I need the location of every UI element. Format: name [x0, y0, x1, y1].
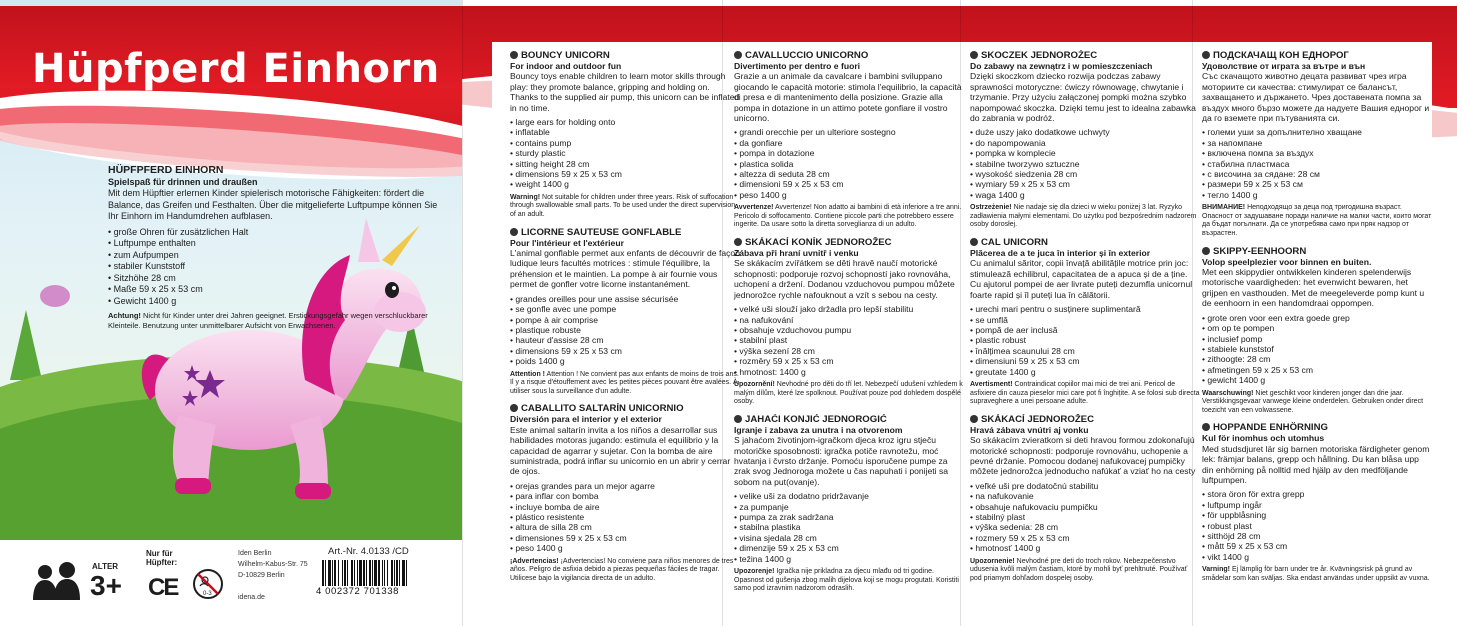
section-heading-text: BOUNCY UNICORN	[521, 50, 610, 61]
section-intro: Bouncy toys enable children to learn motor skills through play: they promote balance, gripping and holding on. Thanks to the supplied air pump, this unicorn can be inflated in no time.	[510, 71, 740, 113]
section-warning	[734, 204, 964, 230]
company-city: D-10829 Berlin	[238, 572, 285, 579]
flag-icon	[1202, 247, 1210, 255]
section-heading-text: JAHAĆI KONJIĆ JEDNOROGIĆ	[745, 413, 887, 425]
choke-age: 0-3	[203, 591, 212, 597]
flag-icon	[510, 228, 518, 236]
list-item: • dimensioni 59 x 25 x 53 cm	[734, 179, 964, 189]
list-item: • altezza di seduta 28 cm	[734, 169, 964, 179]
list-item: • с височина за сядане: 28 см	[1202, 169, 1432, 179]
list-item: • do napompowania	[970, 138, 1200, 148]
list-item: • se gonfle avec une pompe	[510, 304, 740, 314]
list-item: • na nafukovanie	[970, 491, 1200, 501]
barcode-bar	[322, 560, 324, 586]
flag-icon	[970, 238, 978, 246]
list-item: • pompa in dotazione	[734, 148, 964, 158]
list-item: • stabiele kunststof	[1202, 344, 1432, 354]
flag-icon	[734, 415, 742, 423]
list-item: • Gewicht 1400 g	[108, 296, 448, 308]
section-intro: So skákacím zvieratkom si deti hravou formou zdokonaľujú motorické schopnosti: podporuje rovnováhu, uchopenie a pevné držanie. Pomocou dodanej nafukovacej pumpičky môžete jednorožca jednoducho nafúkať a vziať ho na cesty	[970, 435, 1196, 477]
flag-icon	[970, 51, 978, 59]
front-subtitle: Spielspaß für drinnen und draußen	[108, 176, 258, 187]
list-item: • hmotnost: 1400 g	[734, 367, 964, 377]
list-item: • orejas grandes para un mejor agarre	[510, 481, 740, 491]
warning-text: Nevhodné pre deti do troch rokov. Nebezpečenstvo udusenia kvôli malým častiam, ktoré by mohli byť prehltnuté. Používať pod priamym dohľadom dospelej osoby.	[970, 557, 1188, 582]
list-item: • za pumpanje	[734, 502, 964, 512]
section-subtitle: Удоволствие от играта за вътре и вън	[1202, 61, 1366, 71]
section-heading	[734, 237, 964, 248]
section-intro: S jahaćom životinjom-igračkom djeca kroz igru stječu motoričke sposobnosti: igračka potiče ravnotežu, moć hvatanja i čvrsto držanje. Pomoću isporučene pumpe za zrak svog Jednoroga možete u čas napuhati i ponijeti sa sobom na put(ovanje).	[734, 435, 949, 487]
column-3	[970, 50, 1200, 590]
warning-label: Waarschuwing!	[1202, 389, 1254, 397]
section-intro: Със скачащото животно децата развиват чрез игра моториите си качества: стимулират се балансът, захващането и държането. Чрез доставената помпа за въздух много бързо можете да надуете Вашия еднорог и да го вземете при пътуванията си.	[1202, 71, 1430, 124]
column-4	[1202, 50, 1432, 590]
warning-label: Achtung!	[108, 311, 141, 320]
list-item: • incluye bomba de aire	[510, 502, 740, 512]
list-item: • för uppblåsning	[1202, 510, 1432, 520]
section-subtitle: Zábava při hraní uvnitř i venku	[734, 248, 859, 259]
list-item: • zum Aufpumpen	[108, 250, 448, 262]
age-value: 3+	[90, 570, 122, 601]
front-feature-list	[108, 227, 448, 308]
section-subtitle: Plăcerea de a te juca în interior și în exterior	[970, 248, 1151, 259]
section-heading	[970, 50, 1200, 61]
section-heading	[510, 403, 740, 414]
warning-label: Upozornění!	[734, 380, 775, 388]
list-item: • stabilný plast	[970, 512, 1200, 522]
list-item: • Maße 59 x 25 x 53 cm	[108, 284, 448, 296]
section-heading	[1202, 422, 1432, 433]
list-item: • stabiler Kunststoff	[108, 261, 448, 273]
barcode-bar	[399, 560, 400, 586]
rock-icon	[40, 285, 70, 307]
list-item: • включена помпа за въздух	[1202, 148, 1432, 158]
section-subtitle: Kul för inomhus och utomhus	[1202, 433, 1325, 444]
feature-list	[734, 304, 964, 377]
front-warning	[108, 311, 448, 330]
list-item: • peso 1400 g	[734, 190, 964, 200]
list-item: • sturdy plastic	[510, 148, 740, 158]
flag-icon	[1202, 423, 1210, 431]
section-bg	[1202, 50, 1432, 239]
list-item: • pumpa za zrak sadržana	[734, 512, 964, 522]
list-item: • grandi orecchie per un ulteriore sostegno	[734, 127, 964, 137]
warning-label: Attention !	[510, 370, 545, 378]
list-item: • visina sjedala 28 cm	[734, 533, 964, 543]
section-warning	[970, 381, 1200, 407]
list-item: • dimensions 59 x 25 x 53 cm	[510, 169, 740, 179]
barcode-bar	[406, 560, 407, 586]
warning-text: Nevhodné pro děti do tří let. Nebezpečí udušení vzhledem k malým dílům, které lze spolknout. Používat pouze pod dohledem dospělé osoby.	[734, 380, 963, 406]
list-item: • stabilne tworzywo sztuczne	[970, 159, 1200, 169]
section-warning	[510, 558, 740, 584]
section-heading-text: SKÁKACÍ KONÍK JEDNOROŽEC	[745, 237, 892, 249]
flag-icon	[1202, 51, 1210, 59]
list-item: • luftpump ingår	[1202, 500, 1432, 510]
list-item: • mått 59 x 25 x 53 cm	[1202, 541, 1432, 551]
list-item: • Sitzhöhe 28 cm	[108, 273, 448, 285]
column-1	[510, 50, 740, 590]
list-item: • velké uši slouží jako držadla pro lepší stabilitu	[734, 304, 964, 314]
column-2	[734, 50, 964, 601]
section-subtitle: Do zabawy na zewnątrz i w pomieszczeniach	[970, 61, 1153, 71]
choking-hazard-icon	[192, 568, 224, 600]
warning-text: Not suitable for children under three years. Risk of suffocation through swallowable small parts. To be used under the direct supervision of an adult.	[510, 193, 736, 219]
barcode-bar	[378, 560, 380, 586]
section-heading-text: CAVALLUCCIO UNICORNO	[745, 50, 869, 61]
section-heading-text: SKOCZEK JEDNOROŻEC	[981, 50, 1098, 61]
section-warning	[970, 204, 1200, 230]
section-fr	[510, 227, 740, 397]
list-item: • wysokość siedzenia 28 cm	[970, 169, 1200, 179]
fold-line	[462, 0, 463, 626]
section-subtitle: For indoor and outdoor fun	[510, 61, 622, 71]
feature-list	[1202, 313, 1432, 386]
section-heading	[970, 237, 1200, 248]
ce-mark-icon: CE	[148, 574, 178, 601]
warning-label: Ostrzeżenie!	[970, 204, 1012, 212]
warning-text: Attention ! Ne convient pas aux enfants de moins de trois ans. Il y a risque d'étouffement avec les petites pièces pouvant être avalées. À utiliser sous la surveillance d'un adulte.	[510, 370, 739, 395]
back-panel	[462, 0, 1457, 626]
list-item: • sitthöjd 28 cm	[1202, 531, 1432, 541]
company-street: Wilhelm-Kabus-Str. 75	[238, 561, 308, 568]
warning-text: Nie nadaje się dla dzieci w wieku poniżej 3 lat. Ryzyko zadławienia małymi elementami. Do użytku pod bezpośrednim nadzorem osoby dorosłej.	[970, 204, 1197, 229]
section-heading	[1202, 50, 1432, 61]
list-item: • urechi mari pentru o susținere suplimentară	[970, 304, 1200, 314]
barcode-bar	[369, 560, 371, 586]
section-subtitle: Hravá zábava vnútri aj vonku	[970, 424, 1089, 435]
for-jumpers-label: Nur für Hüpfter:	[146, 549, 178, 567]
product-title: Hüpfperd Einhorn	[32, 46, 440, 92]
barcode-bar	[374, 560, 377, 586]
list-item: • peso 1400 g	[510, 543, 740, 553]
section-warning	[970, 558, 1200, 584]
list-item: • plástico resistente	[510, 512, 740, 522]
flag-icon	[970, 415, 978, 423]
flag-icon	[510, 404, 518, 412]
list-item: • plastique robuste	[510, 325, 740, 335]
flag-icon	[734, 238, 742, 246]
list-item: • за напомпане	[1202, 138, 1432, 148]
list-item: • hauteur d'assise 28 cm	[510, 335, 740, 345]
article-number: Art.-Nr. 4.0133 /CD	[328, 546, 409, 557]
warning-label: Avvertenze!	[734, 204, 774, 212]
list-item: • dimensions 59 x 25 x 53 cm	[510, 346, 740, 356]
list-item: • hmotnosť 1400 g	[970, 543, 1200, 553]
warning-text: Niet geschikt voor kinderen jonger dan drie jaar. Verstikkingsgevaar vanwege kleine onderdelen. Gebruiken onder direct toezicht van een volwassene.	[1202, 389, 1424, 414]
list-item: • om op te pompen	[1202, 323, 1432, 333]
section-nl	[1202, 246, 1432, 416]
list-item: • poids 1400 g	[510, 356, 740, 366]
section-heading-text: ПОДСКАЧАЩ КОН ЕДНОРОГ	[1213, 50, 1349, 61]
list-item: • големи уши за допълнително хващане	[1202, 127, 1432, 137]
feature-list	[1202, 127, 1432, 200]
list-item: • große Ohren für zusätzlichen Halt	[108, 227, 448, 239]
section-heading	[734, 414, 964, 425]
list-item: • stabilní plast	[734, 335, 964, 345]
warning-label: Upozornenie!	[970, 557, 1015, 565]
barcode-bar	[332, 560, 333, 586]
section-subtitle: Diversión para el interior y el exterior	[510, 414, 662, 425]
warning-text: Ej lämplig för barn under tre år. Kvävningsrisk på grund av smådelar som kan sväljas. Ska endast användas under uppsikt av vuxna.	[1202, 566, 1430, 582]
company-address	[238, 548, 308, 603]
warning-text: Nicht für Kinder unter drei Jahren geeignet. Erstickungsgefahr wegen verschluckbarer Kleinteile. Benutzung unter unmittelbarer Aufsicht von Erwachsenen.	[108, 311, 428, 330]
list-item: • pompă de aer inclusă	[970, 325, 1200, 335]
list-item: • greutate 1400 g	[970, 367, 1200, 377]
list-item: • výška sezení 28 cm	[734, 346, 964, 356]
barcode-bar	[359, 560, 362, 586]
front-description	[108, 165, 448, 330]
ean-number: 4 002372 701338	[316, 586, 399, 597]
section-heading-text: SKIPPY-EENHOORN	[1213, 245, 1307, 257]
company-name: Iden Berlin	[238, 550, 272, 557]
list-item: • sitting height 28 cm	[510, 159, 740, 169]
barcode-icon	[320, 560, 444, 588]
section-intro: Med studsdjuret lär sig barnen motoriska färdigheter genom lek: främjar balans, grepp och hållning. Du kan blåsa upp din enhörning på nolltid med hjälp av den medföljande luftpumpen.	[1202, 443, 1430, 485]
section-heading-text: HOPPANDE ENHÖRNING	[1213, 422, 1328, 434]
barcode-bar	[357, 560, 358, 586]
section-intro: L'animal gonflable permet aux enfants de découvrir de façon ludique leurs facultés motrices : stimule l'équilibre, la préhension et le maintien. La pompe à air fournie vous permet de gonfler votre licorne instantanément.	[510, 248, 740, 290]
section-heading	[510, 50, 740, 61]
barcode-bar	[387, 560, 388, 586]
list-item: • înălțimea scaunului 28 cm	[970, 346, 1200, 356]
section-cz	[734, 237, 964, 407]
list-item: • para inflar con bomba	[510, 491, 740, 501]
list-item: • large ears for holding onto	[510, 117, 740, 127]
barcode-bar	[384, 560, 385, 586]
warning-text: ¡Advertencias! No conviene para niños menores de tres años. Peligro de asfixia debido a piezas pequeñas fáciles de tragar. Utilicese bajo la vigilancia directa de un adulto.	[510, 557, 734, 582]
section-heading	[1202, 246, 1432, 257]
section-warning	[510, 371, 740, 397]
list-item: • plastic robust	[970, 335, 1200, 345]
age-label: ALTER	[92, 562, 119, 571]
barcode-bar	[372, 560, 373, 586]
warning-label: Upozorenje!	[734, 568, 775, 575]
list-item: • weight 1400 g	[510, 179, 740, 189]
list-item: • zithoogte: 28 cm	[1202, 354, 1432, 364]
flag-icon	[734, 51, 742, 59]
section-warning	[1202, 204, 1432, 238]
section-warning	[734, 568, 964, 594]
list-item: • na nafukování	[734, 315, 964, 325]
list-item: • rozmery 59 x 25 x 53 cm	[970, 533, 1200, 543]
list-item: • inclusief pomp	[1202, 334, 1432, 344]
list-item: • výška sedenia: 28 cm	[970, 522, 1200, 532]
warning-text: Igračka nije prikladna za djecu mlađu od tri godine. Opasnost od gušenja zbog malih dijelova koji se mogu progutati. Koristiti samo pod izravnim nadzorom odraslih.	[734, 568, 959, 593]
list-item: • težina 1400 g	[734, 554, 964, 564]
feature-list	[510, 117, 740, 190]
section-sk	[970, 414, 1200, 584]
feature-list	[734, 491, 964, 564]
warning-text: Неподходящо за деца под тригодишна възраст. Опасност от задушаване поради наличие на малки части, които могат да бъдат погълнати. Да се употребява само при пряк надзор от възрастен.	[1202, 204, 1432, 238]
warning-label: Varning!	[1202, 566, 1231, 574]
warning-label: ВНИМАНИЕ!	[1202, 204, 1246, 212]
list-item: • afmetingen 59 x 25 x 53 cm	[1202, 365, 1432, 375]
barcode-bar	[342, 560, 343, 586]
list-item: • pompka w komplecie	[970, 148, 1200, 158]
feature-list	[734, 127, 964, 200]
list-item: • se umflă	[970, 315, 1200, 325]
section-heading-text: LICORNE SAUTEUSE GONFLABLE	[521, 226, 682, 238]
barcode-bar	[382, 560, 383, 586]
list-item: • veľké uši pre dodatočnú stabilitu	[970, 481, 1200, 491]
list-item: • waga 1400 g	[970, 190, 1200, 200]
section-subtitle: Igranje i zabava za unutra i na otvorenom	[734, 424, 903, 435]
section-warning	[510, 194, 740, 220]
barcode-bar	[351, 560, 353, 586]
children-icon	[30, 560, 82, 600]
section-intro: Este animal saltarín invita a los niños a desarrollar sus habilidades motoras jugando: estimula el equilibrio y la capacidad de agarrar y sujetar. Con la bomba de aire suministrada, podrá inflar su unicornio en un abrir y cerrar de ojos.	[510, 424, 731, 477]
feature-list	[510, 294, 740, 367]
feature-list	[510, 481, 740, 554]
section-intro: Cu animalul săritor, copii învață abilitățile motrice prin joc: stimulează echilibrul, capacitatea de a apuca și de a ține. Cu ajutorul pompei de aer livrate puteți dezumfla unicornul foarte rapid și îl puteți lua în călătorii.	[970, 258, 1193, 300]
list-item: • velike uši za dodatno pridržavanje	[734, 491, 964, 501]
section-warning	[1202, 390, 1432, 416]
section-es	[510, 403, 740, 583]
list-item: • grandes oreilles pour une assise sécurisée	[510, 294, 740, 304]
list-item: • тегло 1400 g	[1202, 190, 1432, 200]
section-en	[510, 50, 740, 220]
section-intro: Se skákacím zvířátkem se děti hravě naučí motorické schopnosti: podporuje rozvoj schopností jako rovnováha, uchopení a držení. Dodanou vzduchovou pumpou můžete jednorožce rychle nafouknout a vzít s sebou na cesty.	[734, 258, 955, 300]
barcode-bar	[334, 560, 336, 586]
list-item: • dimensiuni 59 x 25 x 53 cm	[970, 356, 1200, 366]
list-item: • размери 59 x 25 x 53 см	[1202, 179, 1432, 189]
list-item: • gewicht 1400 g	[1202, 375, 1432, 385]
section-heading	[970, 414, 1200, 425]
section-pl	[970, 50, 1200, 230]
list-item: • plastica solida	[734, 159, 964, 169]
section-heading	[734, 50, 964, 61]
section-warning	[734, 381, 964, 407]
barcode-bar	[394, 560, 395, 586]
warning-label: Avertisment!	[970, 380, 1013, 388]
section-heading	[510, 227, 740, 238]
section-subtitle: Volop speelplezier voor binnen en buiten.	[1202, 256, 1372, 267]
warning-text: Avvertenze! Non adatto ai bambini di età inferiore a tre anni. Pericolo di soffocamento. Contiene piccole parti che potrebbero essere ingerite. Da usare sotto la diretta sorveglianza di un adulto.	[734, 204, 962, 229]
list-item: • Luftpumpe enthalten	[108, 238, 448, 250]
flag-icon	[510, 51, 518, 59]
barcode-bar	[402, 560, 405, 586]
list-item: • stabilna plastika	[734, 522, 964, 532]
barcode-bar	[347, 560, 348, 586]
company-web: idena.de	[238, 594, 265, 601]
barcode-bar	[396, 560, 398, 586]
section-ro	[970, 237, 1200, 407]
feature-list	[1202, 489, 1432, 562]
list-item: • wymiary 59 x 25 x 53 cm	[970, 179, 1200, 189]
list-item: • inflatable	[510, 127, 740, 137]
section-se	[1202, 422, 1432, 583]
barcode-bar	[391, 560, 393, 586]
barcode-bar	[344, 560, 346, 586]
list-item: • altura de silla 28 cm	[510, 522, 740, 532]
section-subtitle: Divertimento per dentro e fuori	[734, 61, 861, 71]
list-item: • contains pump	[510, 138, 740, 148]
list-item: • стабилна пластмаса	[1202, 159, 1432, 169]
barcode-bar	[328, 560, 331, 586]
tree-icon	[10, 310, 42, 380]
list-item: • vikt 1400 g	[1202, 552, 1432, 562]
barcode-bar	[354, 560, 355, 586]
list-item: • dimensiones 59 x 25 x 53 cm	[510, 533, 740, 543]
section-heading-text: SKÁKACÍ JEDNOROŽEC	[981, 413, 1095, 425]
list-item: • robust plast	[1202, 521, 1432, 531]
list-item: • rozměry 59 x 25 x 53 cm	[734, 356, 964, 366]
section-subtitle: Pour l'intérieur et l'extérieur	[510, 237, 624, 248]
warning-label: Warning!	[510, 193, 541, 201]
list-item: • obsahuje nafukovaciu pumpičku	[970, 502, 1200, 512]
list-item: • obsahuje vzduchovou pumpu	[734, 325, 964, 335]
feature-list	[970, 304, 1200, 377]
front-heading: HÜPFPFERD EINHORN	[108, 164, 224, 176]
list-item: • grote oren voor een extra goede grep	[1202, 313, 1432, 323]
front-panel	[0, 0, 462, 626]
barcode-bar	[325, 560, 326, 586]
list-item: • da gonfiare	[734, 138, 964, 148]
section-it	[734, 50, 964, 230]
barcode-bar	[363, 560, 365, 586]
barcode-bar	[366, 560, 367, 586]
section-heading-text: CABALLITO SALTARÍN UNICORNIO	[521, 403, 684, 415]
section-warning	[1202, 566, 1432, 583]
section-intro: Grazie a un animale da cavalcare i bambini sviluppano giocando le capacità motorie: stimola l'equilibrio, la capacità di presa e di mantenimento della posizione. Grazie alla pompa in dotazione in un attimo potete gonfiare il vostro unicorno.	[734, 71, 962, 124]
front-intro: Mit dem Hüpftier erlernen Kinder spielerisch motorische Fähigkeiten: fördert die Balance, das Greifen und Festhalten. Über die mitgelieferte Luftpumpe können Sie Ihr Einhorn im Handumdrehen aufblasen.	[108, 188, 438, 221]
list-item: • stora öron för extra grepp	[1202, 489, 1432, 499]
feature-list	[970, 481, 1200, 554]
warning-label: ¡Advertencias!	[510, 557, 559, 565]
list-item: • dimenzije 59 x 25 x 53 cm	[734, 543, 964, 553]
section-intro: Met een skippydier ontwikkelen kinderen spelenderwijs motorische vaardigheden: het evenwicht bewaren, het grijpen en vasthouden. Met de meegeleverde pomp kunt u de eenhoorn in een handomdraai oppompen.	[1202, 267, 1425, 309]
warning-text: Contraindicat copiilor mai mici de trei ani. Pericol de asfixiere din cauza pieselor mici care pot fi înghițite. A se folosi sub directa supraveghere a unei persoane adulte.	[970, 380, 1200, 406]
feature-list	[970, 127, 1200, 200]
section-heading-text: CAL UNICORN	[981, 237, 1048, 249]
barcode-bar	[338, 560, 339, 586]
section-intro: Dzięki skoczkom dziecko rozwija podczas zabawy sprawności motoryczne: ćwiczy równowagę, chwytanie i trzymanie. Przy użyciu załączonej pompki można szybko napompować skoczka. Dzięki temu jest to idealna zabawka do zabrania w podróż.	[970, 71, 1196, 124]
list-item: • pompe à air comprise	[510, 315, 740, 325]
section-hr	[734, 414, 964, 594]
list-item: • duże uszy jako dodatkowe uchwyty	[970, 127, 1200, 137]
